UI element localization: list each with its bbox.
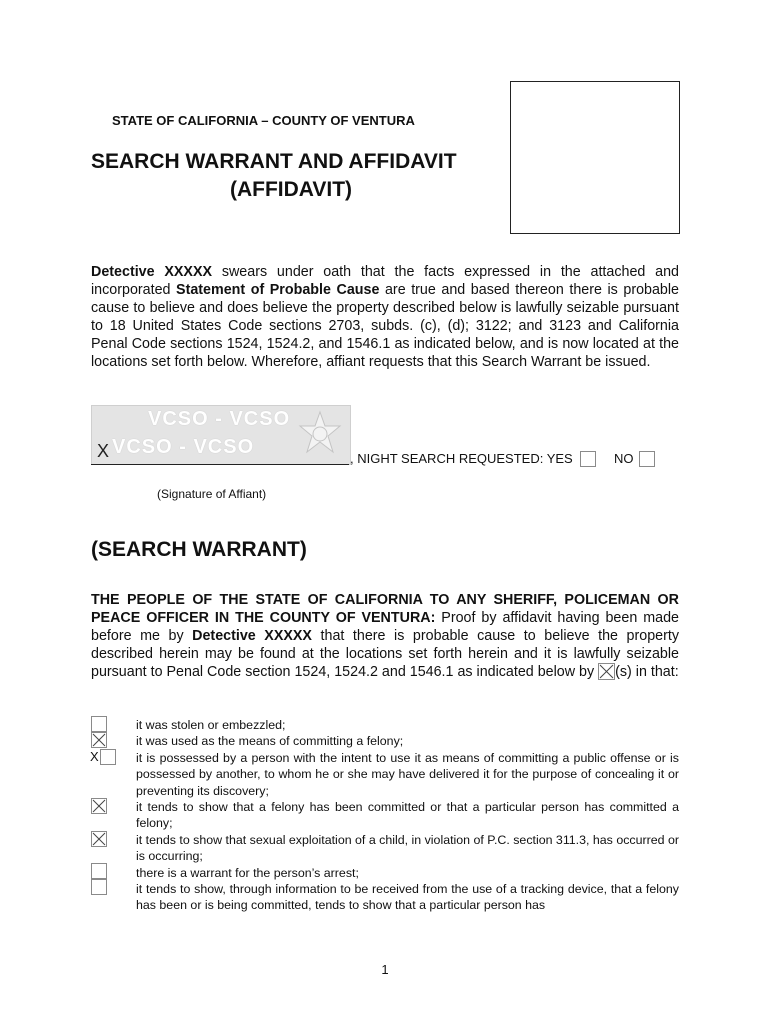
stamp-watermark-2: VCSO - VCSO [112, 436, 255, 458]
warrant-text-2: that there is probable cause to believe the property described herein may be found at the locations set forth herein and it is lawfully seizable pursuant to Penal Code section 1524, 1524.2 and 1546.1 as indicated below by [91, 628, 680, 680]
signature-caption: (Signature of Affiant) [157, 487, 267, 501]
ground-x-mark: X [90, 749, 99, 764]
sheriff-star-icon [298, 410, 342, 458]
ground-checkbox-tracking-device[interactable] [91, 879, 107, 895]
list-item: it tends to show that sexual exploitation of a child, in violation of P.C. section 311.3, has occurred or is occurring; [136, 832, 679, 864]
affiant-name: Detective XXXXX [91, 264, 213, 280]
county-heading: STATE OF CALIFORNIA – COUNTY OF VENTURA [112, 113, 415, 128]
ground-checkbox-felony-means[interactable] [91, 732, 107, 748]
list-item: it was used as the means of committing a felony; [136, 734, 404, 749]
night-search-no-checkbox[interactable] [639, 451, 655, 467]
list-item: it tends to show that a felony has been committed or that a particular person has committed a felony; [136, 800, 679, 831]
ground-checkbox-child-exploitation[interactable] [91, 831, 107, 847]
warrant-lead: THE PEOPLE OF THE STATE OF CALIFORNIA TO ANY SHERIFF, POLICEMAN OR PEACE OFFICER IN THE COUNTY OF VENTURA: [91, 592, 679, 626]
ground-checkbox-stolen[interactable] [91, 716, 107, 732]
inline-checked-box-icon [598, 663, 615, 680]
grounds-list [136, 717, 679, 914]
signature-line[interactable] [91, 464, 349, 465]
warrant-text-1: Proof by affidavit having been made before me by [91, 610, 679, 644]
warrant-text-3: (s) in that: [615, 664, 679, 680]
night-search-label: , NIGHT SEARCH REQUESTED: YES [350, 451, 573, 466]
ground-checkbox-arrest-warrant[interactable] [91, 863, 107, 879]
ground-checkbox-intent[interactable] [100, 749, 116, 765]
title-line-2: (AFFIDAVIT) [229, 178, 353, 201]
signature-x-mark: X [97, 441, 110, 461]
signature-stamp [91, 405, 351, 465]
list-item: it is possessed by a person with the intent to use it as means of committing a public offense or is possessed by another, to whom he or she may have delivered it for the purpose of concealing it or preventing its discovery; [136, 750, 679, 798]
night-search-yes-checkbox[interactable] [580, 451, 596, 467]
statement-of-probable-cause: Statement of Probable Cause [176, 282, 380, 298]
page-number: 1 [381, 962, 389, 977]
ground-checkbox-felony-committed[interactable] [91, 798, 107, 814]
affidavit-paragraph [91, 263, 679, 371]
list-item: it was stolen or embezzled; [136, 718, 286, 732]
stamp-watermark-1: VCSO - VCSO [148, 408, 291, 430]
affidavit-text-1: swears under oath that the facts expressed in the attached and incorporated [91, 264, 679, 298]
night-search-no-label: NO [613, 451, 634, 466]
list-item: it tends to show, through information to be received from the use of a tracking device, that a felony has been or is being committed, tends to show that a particular person has [136, 882, 679, 913]
search-warrant-heading: (SEARCH WARRANT) [91, 538, 307, 561]
document-title [91, 148, 491, 204]
warrant-paragraph [91, 591, 679, 681]
affidavit-text-2: are true and based thereon there is probable cause to believe and does believe the property described below is lawfully seizable pursuant to 18 United States Code sections 2703, subds. (c), (d); 3122; and 3123 and California Penal Code sections 1524, 1524.2, and 1546.1 as indicated below, and is now located at the locations set forth below. Wherefore, affiant requests that this Search Warrant be issued. [91, 282, 680, 370]
list-item: there is a warrant for the person’s arrest; [136, 865, 359, 880]
warrant-affiant-name: Detective XXXXX [192, 628, 312, 644]
judge-stamp-box [510, 81, 680, 234]
night-search-request [350, 451, 655, 467]
title-line-1: SEARCH WARRANT AND AFFIDAVIT [91, 150, 457, 173]
